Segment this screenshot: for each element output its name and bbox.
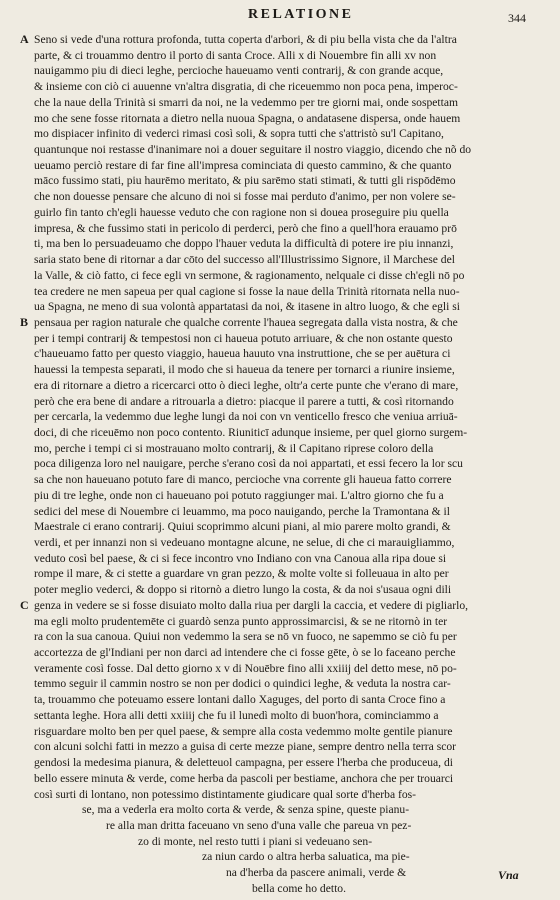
text-line: era di ritornare a dietro a ricercarci otto ò dieci leghe, oltr'a certe punte che v'erano di mare, [34, 378, 459, 392]
body-text [20, 32, 540, 897]
text-line: ra con la sua canoua. Quiui non vedemmo la sera se nō vn fuoco, ne sapemmo se ciò fu per [34, 630, 457, 644]
text-line: sa che non haueuano potuto fare di manco, percioche vna corrente gli haueua fatto correre [34, 473, 452, 487]
text-line: re alla man dritta faceuano vn seno d'una valle che pareua vn pez- [106, 818, 412, 832]
text-line: tea credere ne men sapeua per qual cagione si fosse la naue della Trinità ritornata nella nuo- [34, 284, 460, 298]
text-line: temmo seguir il cammin nostro se non per dodici o quindici leghe, & veduta la nostra car- [34, 677, 451, 691]
text-line: impresa, & che fussimo stati in pericolo di perderci, però che fino a quell'hora erauamo prō [34, 221, 457, 235]
text-line: guirlo fin tanto ch'egli hauesse veduto che con ragione non si douea proseguire piu quella [34, 205, 449, 219]
text-line: za niun cardo o altra herba saluatica, ma pie- [202, 850, 410, 864]
text-line: nauigammo piu di dieci leghe, percioche haueuamo venti contrarij, & con grande acque, [34, 64, 444, 78]
text-line: hauessi la tempesta separati, il modo che si haueua da tenere per tornarci a riunire insieme, [34, 363, 455, 377]
text-line: c'haueuamo fatto per questo viaggio, haueua hauuto vna instruttione, che se per auētura ci [34, 347, 451, 361]
text-line: ti, ma ben lo persuadeuamo che doppo l'hauer veduta la difficultà di potere ire piu innanzi, [34, 237, 454, 251]
catchword: Vna [498, 868, 519, 882]
text-line: na d'herba da pascere animali, verde & [226, 866, 407, 880]
page-number: 344 [508, 11, 526, 25]
text-line: poca diligenza loro nel nauigare, perche s'erano così da noi appartati, et essi fecero la lor scu [34, 457, 463, 471]
text-line: veramente così fosse. Dal detto giorno x v di Nouēbre fino alli xxiiij del detto mese, nō po- [34, 661, 457, 675]
text-line: saria stato bene di ritornar a dar cōto del successo all'Illustrissimo Signore, il Marchese del [34, 253, 455, 267]
text-line: Maestrale ci erano contrarij. Quiui scoprimmo alcuni piani, al mio parere molto grandi, & [34, 520, 451, 534]
text-line: così surti di lontano, non potessimo distintamente giudicare qual sorte d'herba fos- [34, 787, 417, 801]
margin-marker-b: B [20, 314, 29, 329]
text-line: A Seno si vede d'una rottura profonda, tutta coperta d'arbori, & di piu bella vista che da l'altra [20, 32, 457, 46]
running-title: RELATIONE [248, 7, 354, 22]
text-line: quantunque noi restasse d'inanimare noi a douer seguitare il nostro viaggio, dicendo che nõ do [34, 143, 472, 157]
text-line: parte, & ci trouammo dentro il porto di santa Croce. Alli x di Nouembre fin alli xv non [34, 48, 437, 62]
text-line: mo che sene fosse ritornata a dietro nella nuoua Spagna, o andatasene dispersa, onde hauem [34, 111, 461, 125]
text-line: & insieme con ciò ci auuenne vn'altra disgratia, di che riceuemmo non poca pena, imperoc- [34, 80, 458, 94]
text-line: doci, di che riceuēmo non poco contento. Riuniticī adunque insieme, per quel giorno surgem- [34, 425, 468, 439]
text-line: mo dispiacer infinito di vederci rimasi così soli, & sopra tutti che s'attristò su'l Capitano, [34, 127, 444, 141]
text-line: per i tempi contrarij & tempestosi non ci haueua potuto arriuare, & che non ostante questo [34, 331, 453, 345]
text-line: per cercarla, la vedemmo due leghe lungi da noi con vn venticello fresco che veniua arriuā- [34, 410, 458, 424]
margin-marker-c: C [20, 597, 29, 612]
text-line: ta, trouammo che poteuamo essere lontani dallo Xaguges, del porto di santa Croce fino a [34, 693, 446, 707]
text-line: rompe il mare, & ci stette a guardare vn gran pezzo, & molte volte si folleuaua in alto per [34, 567, 449, 581]
text-line: B pensaua per ragion naturale che qualche corrente l'hauea segregata dalla vista nostra, & che [20, 314, 458, 329]
text-line: veduto così bel paese, & ci si fece incontro vno Indiano con vna Canoua alla ripa doue si [34, 551, 447, 565]
text-line: gendosi la medesima pianura, & deletteuol campagna, per essere l'herba che produceua, di [34, 756, 453, 770]
text-line: māco fussimo stati, piu haurēmo meritato, & piu sarēmo stati stimati, & tutti gli rispōdēmo [34, 174, 456, 188]
margin-marker-a: A [20, 32, 29, 46]
text-line: che la naue della Trinità si smarri da noi, ne la vedemmo per tre giorni mai, onde sospettam [34, 95, 459, 109]
text-line: ueuamo perciò restare di far fine all'impresa cominciata di questo cammino, & che quanto [34, 158, 452, 172]
text-line: che non douesse pensare che alcuno di noi si fosse mai perduto d'animo, per non volere se- [34, 190, 456, 204]
text-line: piu di tre leghe, onde non ci haueuano poi potuto raggiunger mai. L'altro giorno che fu a [34, 488, 444, 502]
text-line: ma egli molto prudentemēte ci guardò senza punto approssimarcisi, & se ne ritornò in ter [34, 614, 448, 628]
text-line: ua Spagna, ne meno di sua volontà appartatasi da noi, & itasene in altro luogo, & che egli si [34, 300, 460, 314]
text-line: poter meglio vederci, & doppo si ritornò a dietro lungo la costa, & da noi s'usaua ogni dili [34, 583, 452, 597]
text-line: però che era bene di andare a ritrouarla a dietro: piacque il parere a tutti, & così ritornando [34, 394, 454, 408]
text-line: settanta leghe. Hora alli detti xxiiij che fu il lunedì molto di buon'hora, cominciammo a [34, 708, 439, 722]
text-line: se, ma a vederla era molto corta & verde, & senza spine, queste pianu- [82, 803, 410, 817]
text-line: zo di monte, nel resto tutti i piani si vedeuano sen- [138, 834, 373, 848]
text-line: verdi, et per innanzi non si vedeuano montagne alcune, ne selue, di che ci marauigliammo, [34, 536, 455, 549]
text-line: con alcuni solchi fatti in mezzo a guisa di certe mezze piane, sempre dentro nella terra scor [34, 740, 457, 754]
text-line: la Valle, & ciò fatto, ci fece egli vn sermone, & ragionamento, nelquale ci disse ch'egli nō po [34, 268, 465, 282]
text-line: mo, perche i tempi ci si mostrauano molto contrarij, & il Capitano riprese coloro della [34, 441, 434, 455]
text-line: bella come ho detto. [252, 881, 347, 895]
text-line: sedici del mese di Nouembre ci leuammo, ma poco nauigando, perche la Tramontana & il [34, 504, 450, 518]
text-line: accortezza de gl'Indiani per non darci ad intendere che ci fosse gēte, ò se lo faceano perche [34, 646, 456, 660]
text-line: risguardare molto ben per quel paese, & sempre alla costa vedemmo molte gentile pianure [34, 724, 453, 738]
text-line: bello essere minuta & verde, come herba da pascoli per bestiame, anchora che per trouarci [34, 771, 454, 785]
page-header [0, 5, 560, 29]
text-line: C genza in vedere se si fosse disuiato molto dalla riua per dargli la caccia, et vedere di pigliarlo, [20, 597, 469, 612]
